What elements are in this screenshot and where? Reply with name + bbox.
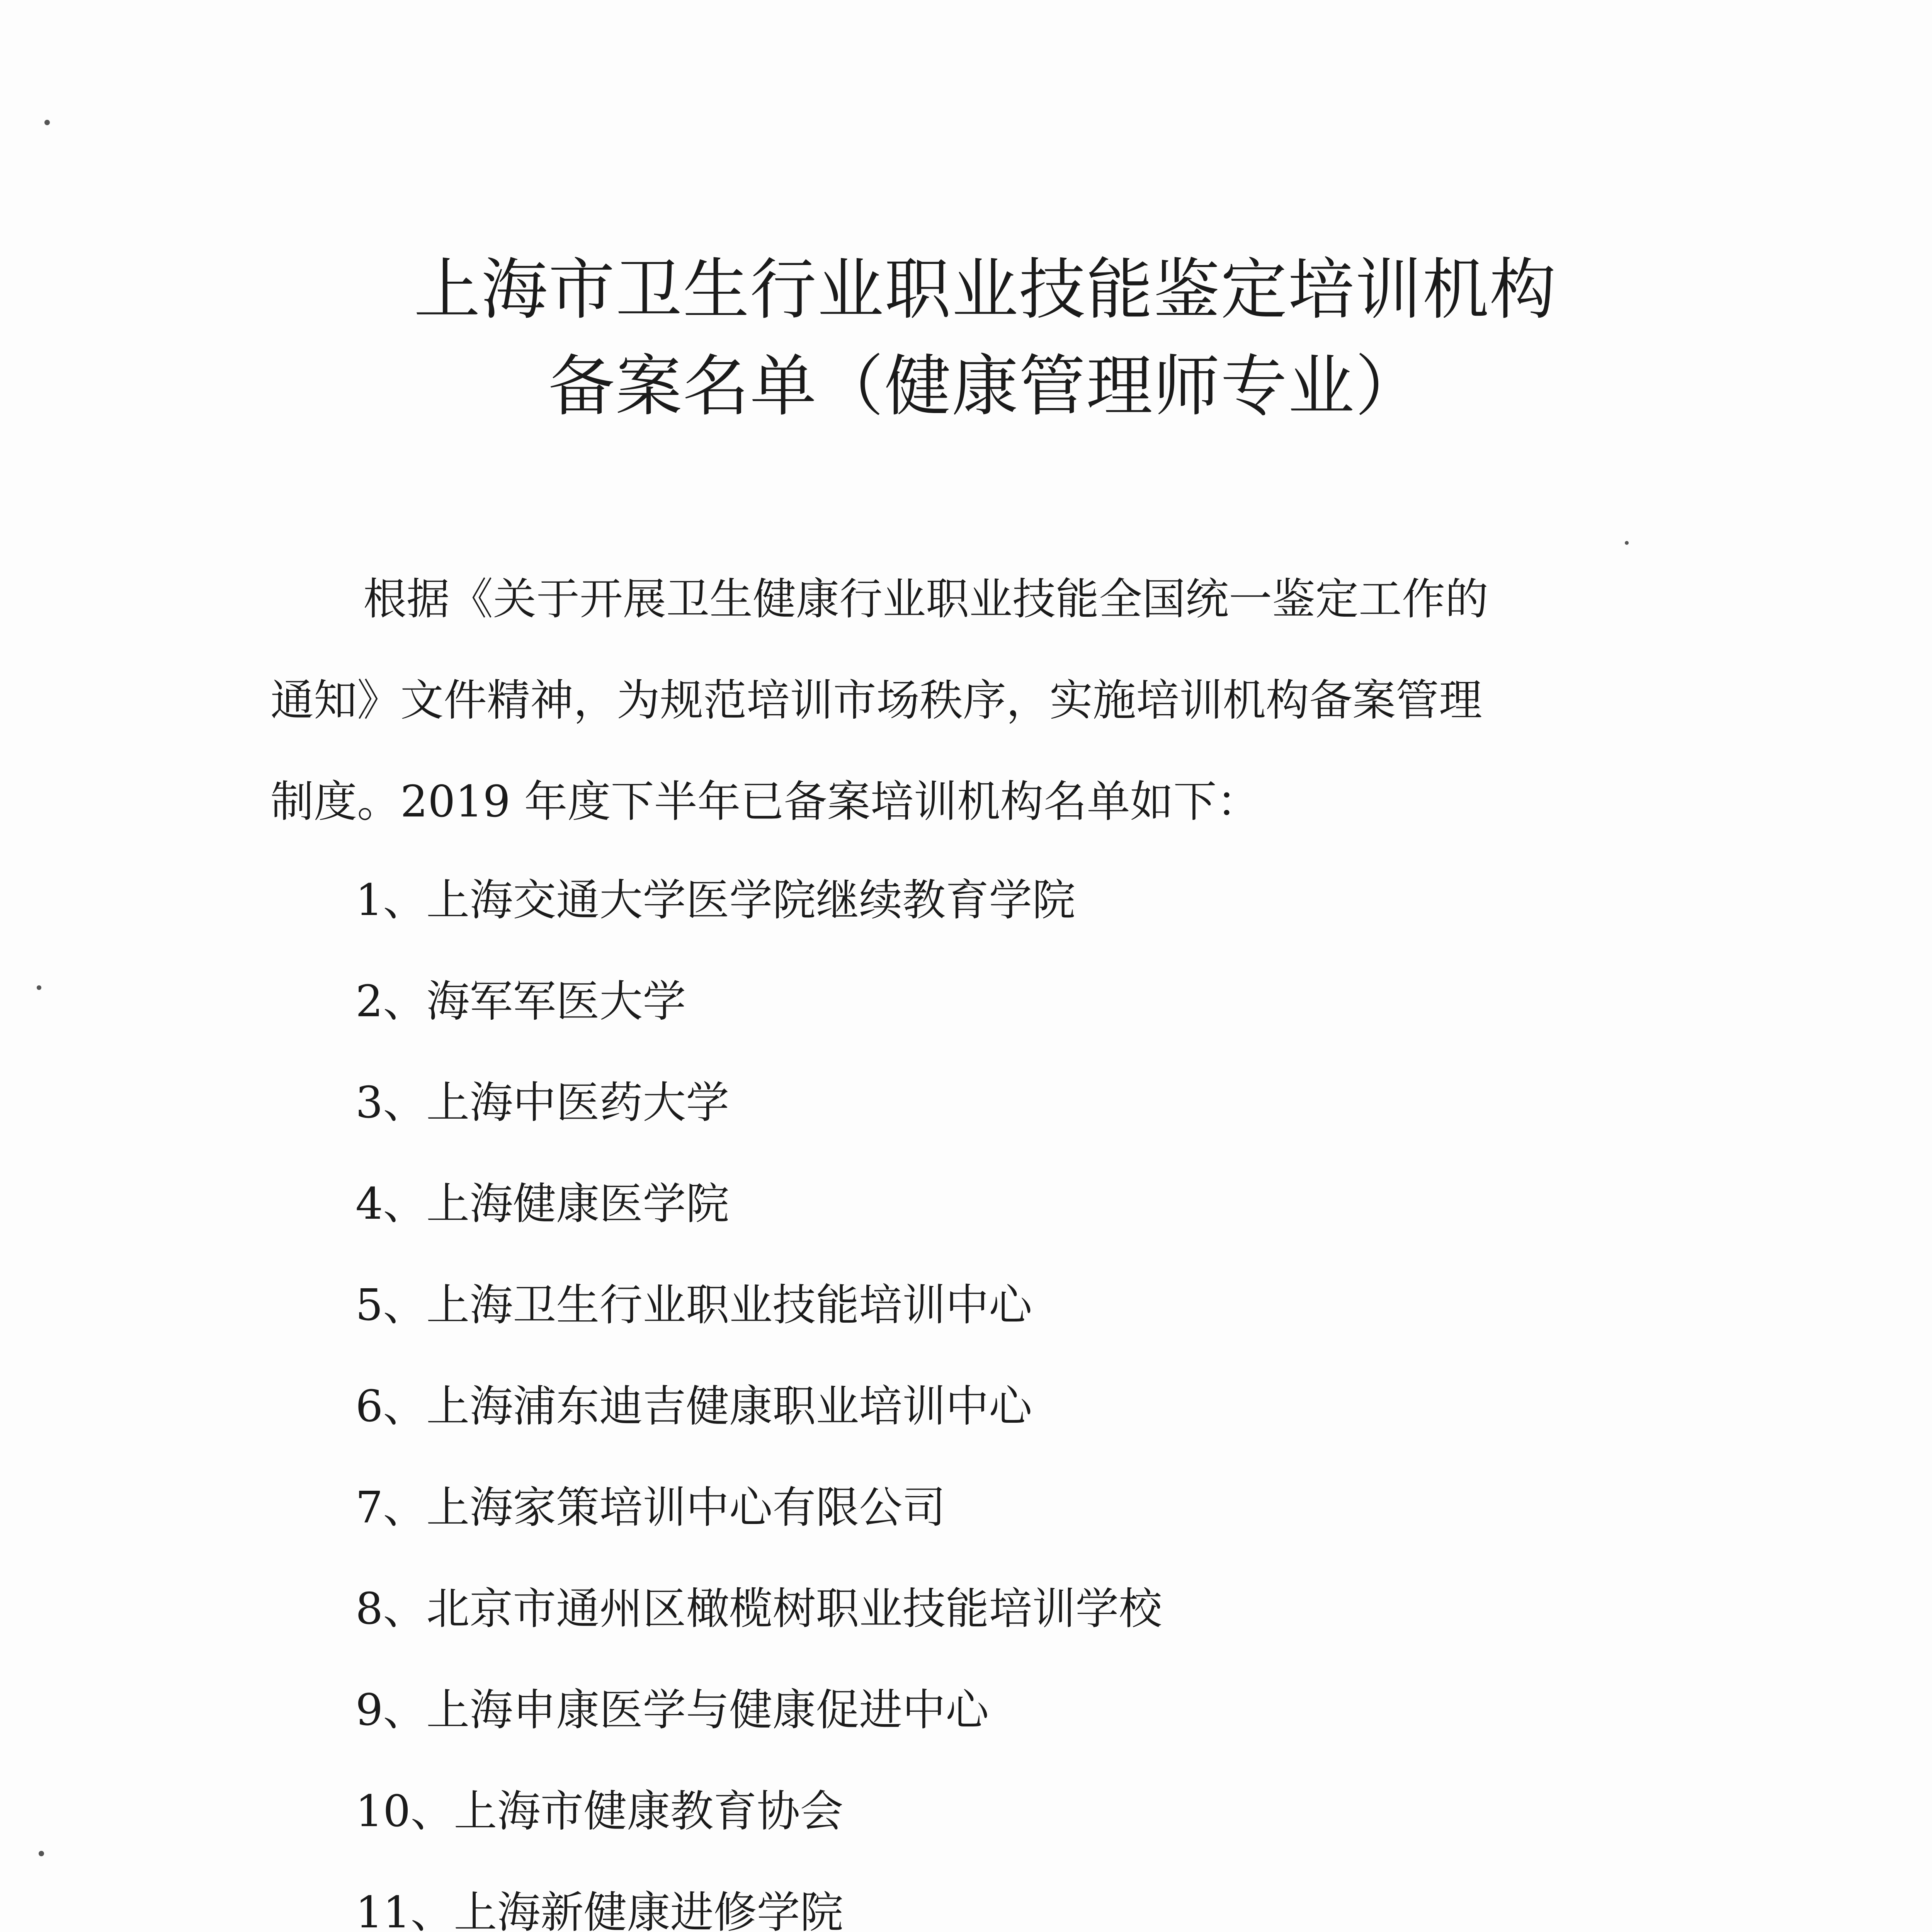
intro-paragraph-line-2: 通知》文件精神，为规范培训市场秩序，实施培训机构备案管理 <box>270 675 1482 726</box>
scan-speck <box>1625 541 1629 545</box>
list-item: 3、上海中医药大学 <box>355 1078 730 1128</box>
intro-paragraph-line-1: 根据《关于开展卫生健康行业职业技能全国统一鉴定工作的 <box>363 574 1488 624</box>
scan-speck <box>37 985 41 990</box>
list-item: 4、上海健康医学院 <box>355 1179 730 1229</box>
list-item: 1、上海交通大学医学院继续教育学院 <box>355 875 1076 925</box>
list-item: 8、北京市通州区橄榄树职业技能培训学校 <box>355 1584 1162 1634</box>
scan-speck <box>39 1851 44 1856</box>
scan-speck <box>44 120 50 125</box>
intro-paragraph-line-3: 制度。2019 年度下半年已备案培训机构名单如下： <box>270 777 1260 827</box>
list-item: 7、上海家策培训中心有限公司 <box>355 1483 946 1533</box>
list-item: 2、海军军医大学 <box>355 976 686 1027</box>
document-title-line-1: 上海市卫生行业职业技能鉴定培训机构 <box>414 251 1557 328</box>
document-title-line-2: 备案名单（健康管理师专业） <box>548 347 1422 425</box>
list-item: 9、上海申康医学与健康促进中心 <box>355 1685 989 1735</box>
list-item: 10、上海市健康教育协会 <box>355 1786 844 1837</box>
list-item: 6、上海浦东迪吉健康职业培训中心 <box>355 1381 1032 1432</box>
list-item: 5、上海卫生行业职业技能培训中心 <box>355 1280 1032 1330</box>
institution-list <box>355 866 1162 1932</box>
list-item: 11、上海新健康进修学院 <box>355 1888 844 1932</box>
